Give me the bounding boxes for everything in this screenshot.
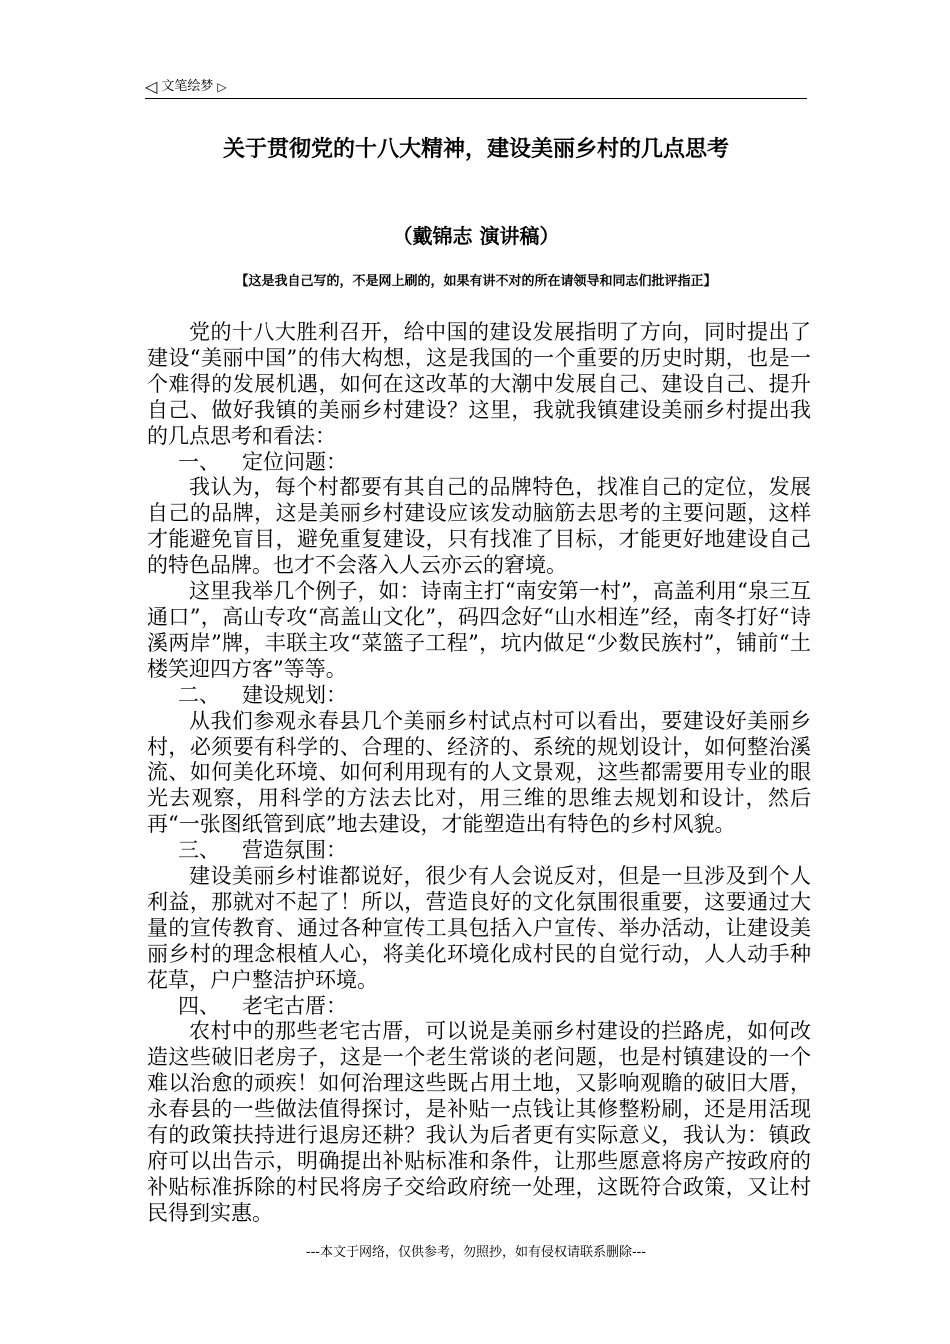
section-heading-3 (147, 838, 811, 864)
section-1-paragraph-1: 我认为，每个村都要有其自己的品牌特色，找准自己的定位，发展自己的品牌，这是美丽乡村建设应该发动脑筋去思考的主要问题，这样才能避免盲目，避免重复建设，只有找准了目标，才能更好地建设自己的特色品牌。也才不会落入人云亦云的窘境。 (147, 475, 811, 578)
section-2-paragraph-1: 从我们参观永春县几个美丽乡村试点村可以看出，要建设好美丽乡村，必须要有科学的、合理的、经济的、系统的规划设计，如何整治溪流、如何美化环境、如何利用现有的人文景观，这些都需要用专业的眼光去观察，用科学的方法去比对，用三维的思维去规划和设计，然后再“一张图纸管到底”地去建设，才能塑造出有特色的乡村风貌。 (147, 708, 811, 837)
header-rule (145, 98, 807, 99)
document-subtitle: （戴锦志 演讲稿） (392, 224, 560, 248)
section-3-paragraph-1: 建设美丽乡村谁都说好，很少有人会说反对，但是一旦涉及到个人利益，那就对不起了！所以，营造良好的文化氛围很重要，这要通过大量的宣传教育、通过各种宣传工具包括入户宣传、举办活动，让建设美丽乡村的理念根植人心，将美化环境化成村民的自觉行动，人人动手种花草，户户整洁护环境。 (147, 864, 811, 992)
page-header (145, 76, 807, 98)
triangle-right-icon: ▷ (217, 80, 227, 94)
section-number: 四、 (178, 993, 220, 1018)
section-1-paragraph-2: 这里我举几个例子，如：诗南主打“南安第一村”，高盖利用“泉三互通口”，高山专攻“高盖山文化”，码四念好“山水相连”经，南冬打好“诗溪两岸”牌，丰联主攻“菜篮子工程”，坑内做足“少数民族村”，铺前“土楼笑迎四方客”等等。 (147, 579, 811, 681)
section-number: 一、 (178, 449, 220, 474)
section-heading-2 (147, 683, 811, 709)
section-title: 营造氛围： (242, 838, 347, 863)
section-number: 二、 (178, 682, 220, 707)
header-text: 文笔绘梦 (161, 79, 214, 94)
intro-paragraph: 党的十八大胜利召开，给中国的建设发展指明了方向，同时提出了建设“美丽中国”的伟大构想，这是我国的一个重要的历史时期，也是一个难得的发展机遇，如何在这改革的大潮中发展自己、建设自己、提升自己、做好我镇的美丽乡村建设？这里，我就我镇建设美丽乡村提出我的几点思考和看法： (147, 320, 811, 448)
section-4-paragraph-1: 农村中的那些老宅古厝，可以说是美丽乡村建设的拦路虎，如何改造这些破旧老房子，这是一个老生常谈的老问题，也是村镇建设的一个难以治愈的顽疾！如何治理这些既占用土地，又影响观瞻的破旧大厝，永春县的一些做法值得探讨，是补贴一点钱让其修整粉刷，还是用活现有的政策扶持进行退房还耕？我认为后者更有实际意义，我认为：镇政府可以出告示，明确提出补贴标准和条件，让那些愿意将房产按政府的补贴标准拆除的村民将房子交给政府统一处理，这既符合政策，又让村民得到实惠。 (147, 1019, 811, 1225)
section-title: 建设规划： (242, 682, 347, 707)
document-body (147, 320, 811, 1227)
section-heading-4 (147, 994, 811, 1020)
page-footer: ---本文于网络，仅供参考，勿照抄，如有侵权请联系删除--- (305, 1245, 647, 1260)
section-number: 三、 (178, 838, 220, 863)
document-title: 关于贯彻党的十八大精神，建设美丽乡村的几点思考 (222, 136, 729, 162)
triangle-left-icon: ◁ (145, 77, 158, 96)
section-title: 老宅古厝： (242, 993, 347, 1018)
section-title: 定位问题： (242, 449, 347, 474)
section-heading-1 (147, 450, 811, 476)
author-note: 【这是我自己写的，不是网上刷的，如果有讲不对的所在请领导和同志们批评指正】 (235, 274, 717, 289)
